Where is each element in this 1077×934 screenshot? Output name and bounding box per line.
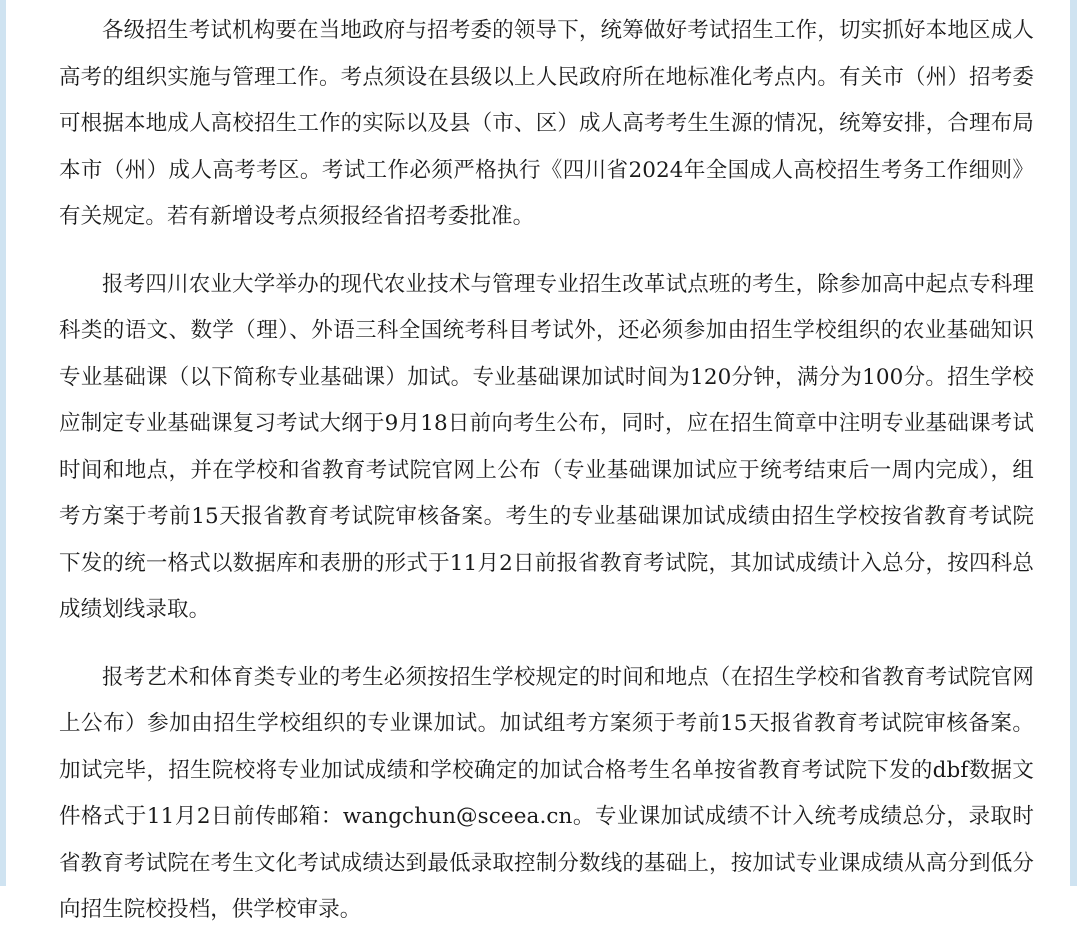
left-border-rule [0,0,6,886]
paragraph-arts-sports: 报考艺术和体育类专业的考生必须按招生学校规定的时间和地点（在招生学校和省教育考试院官网上公布）参加由招生学校组织的专业课加试。加试组考方案须于考前15天报省教育考试院审核备案。加试完毕，招生院校将专业加试成绩和学校确定的加试合格考生名单按省教育考试院下发的dbf数据文件格式于11月2日前传邮箱：wangchun@sceea.cn。专业课加试成绩不计入统考成绩总分，录取时省教育考试院在考生文化考试成绩达到最低录取控制分数线的基础上，按加试专业课成绩从高分到低分向招生院校投档，供学校审录。 [59,664,1034,922]
paragraph-exam-organization: 各级招生考试机构要在当地政府与招考委的领导下，统筹做好考试招生工作，切实抓好本地区成人高考的组织实施与管理工作。考点须设在县级以上人民政府所在地标准化考点内。有关市（州）招考委可根据本地成人高校招生工作的实际以及县（市、区）成人高考考生生源的情况，统筹安排，合理布局本市（州）成人高考考区。考试工作必须严格执行《四川省2024年全国成人高校招生考务工作细则》有关规定。若有新增设考点须报经省招考委批准。 [59,18,1034,229]
right-border-rule [1070,0,1077,886]
article-body [59,8,1034,934]
paragraph-agriculture-program: 报考四川农业大学举办的现代农业技术与管理专业招生改革试点班的考生，除参加高中起点专科理科类的语文、数学（理）、外语三科全国统考科目考试外，还必须参加由招生学校组织的农业基础知识专业基础课（以下简称专业基础课）加试。专业基础课加试时间为120分钟，满分为100分。招生学校应制定专业基础课复习考试大纲于9月18日前向考生公布，同时，应在招生简章中注明专业基础课考试时间和地点，并在学校和省教育考试院官网上公布（专业基础课加试应于统考结束后一周内完成），组考方案于考前15天报省教育考试院审核备案。考生的专业基础课加试成绩由招生学校按省教育考试院下发的统一格式以数据库和表册的形式于11月2日前报省教育考试院，其加试成绩计入总分，按四科总成绩划线录取。 [59,271,1034,622]
